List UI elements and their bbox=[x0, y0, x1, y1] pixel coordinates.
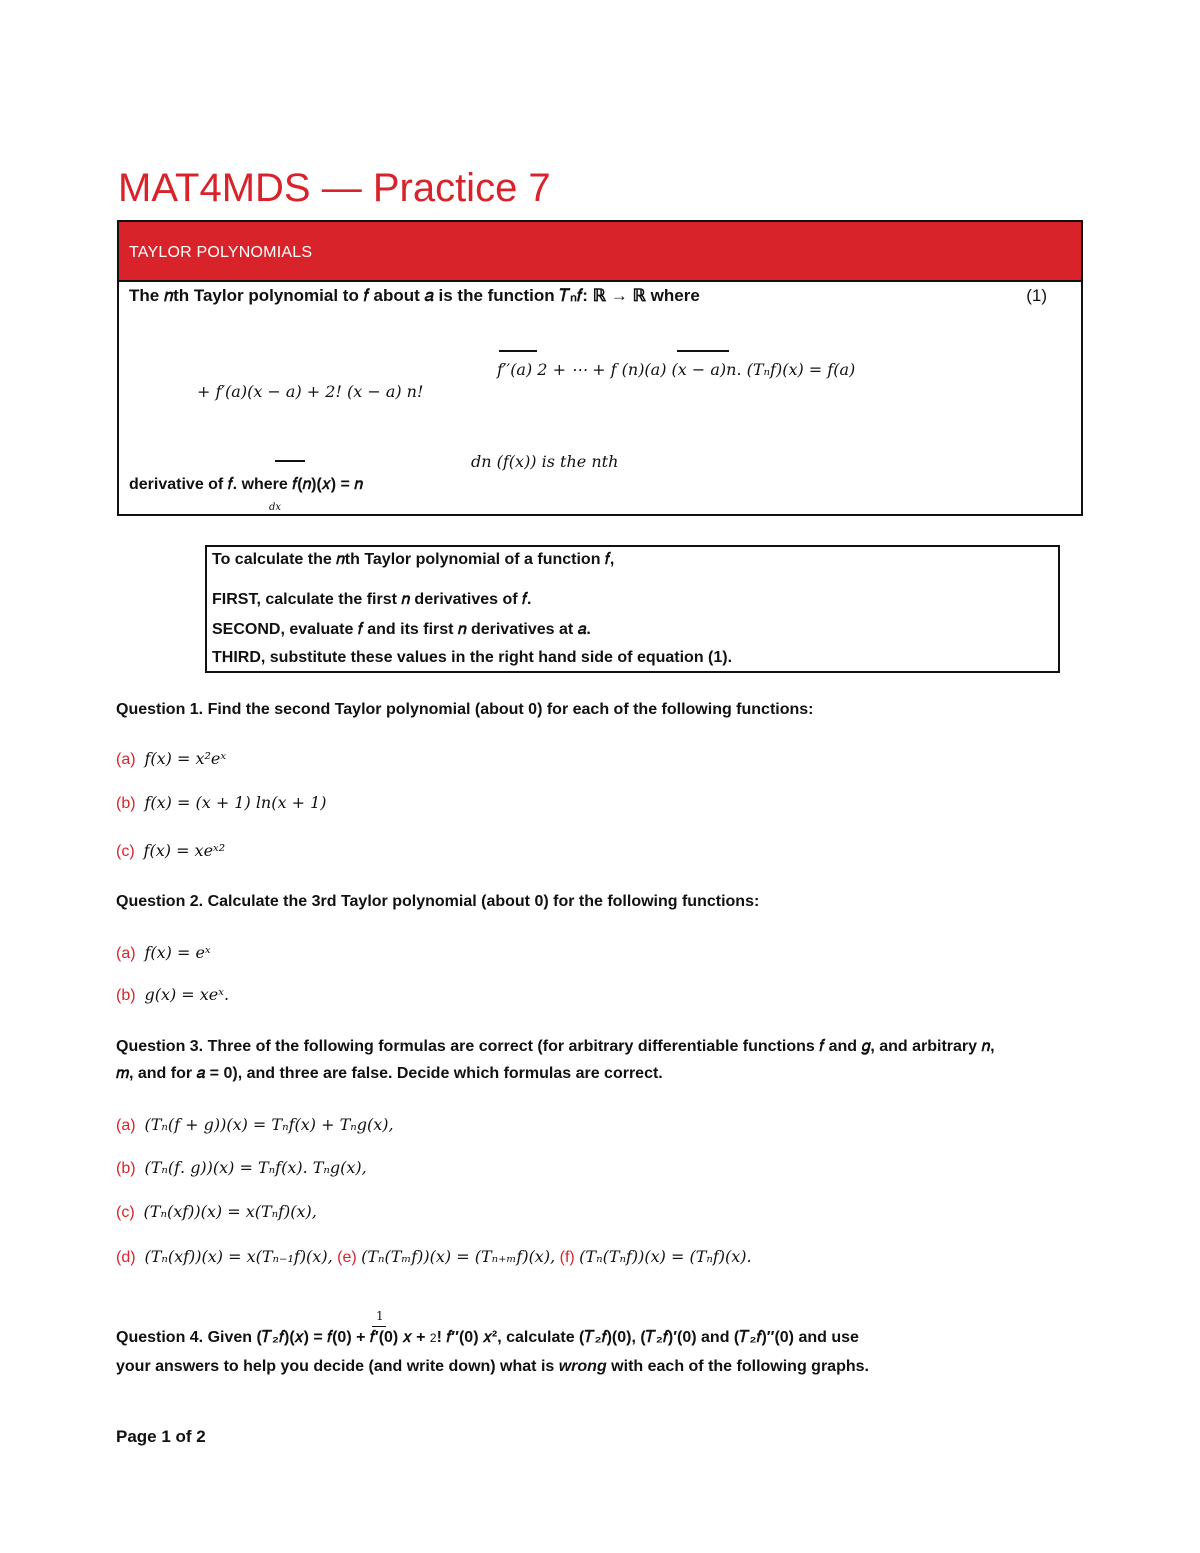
question-3-item bbox=[116, 1202, 317, 1222]
page-footer: Page 1 of 2 bbox=[116, 1427, 206, 1446]
step-second: SECOND, evaluate 𝑓 and its first 𝑛 derivatives at 𝑎. bbox=[212, 621, 591, 638]
item-formula: (𝑇ₙ(𝑥𝑓))(𝑥) = 𝑥(𝑇ₙ₋₁𝑓)(𝑥), bbox=[144, 1247, 333, 1266]
equation-number: (1) bbox=[1026, 286, 1047, 305]
item-label: (f) bbox=[559, 1249, 575, 1266]
item-formula: 𝑓(𝑥) = (𝑥 + 1) ln(𝑥 + 1) bbox=[144, 793, 327, 812]
item-formula: 𝑔(𝑥) = 𝑥𝑒ˣ. bbox=[144, 985, 230, 1004]
taylor-formula-lower: + 𝑓′(𝑎)(𝑥 − 𝑎) + 2! (𝑥 − 𝑎) 𝑛! bbox=[197, 382, 424, 401]
step-first: FIRST, calculate the first 𝑛 derivatives of 𝑓. bbox=[212, 591, 532, 608]
definition-header bbox=[119, 222, 1081, 282]
item-formula: 𝑓(𝑥) = 𝑒ˣ bbox=[144, 943, 211, 962]
item-label: (a) bbox=[116, 751, 136, 768]
item-formula: (𝑇ₙ(𝑇ₘ𝑓))(𝑥) = (𝑇ₙ₊ₘ𝑓)(𝑥), bbox=[361, 1247, 556, 1266]
item-formula: (𝑇ₙ(𝑥𝑓))(𝑥) = 𝑥(𝑇ₙ𝑓)(𝑥), bbox=[143, 1202, 317, 1221]
item-formula: 𝑓(𝑥) = 𝑥𝑒ˣ² bbox=[143, 841, 226, 860]
question-3-item bbox=[116, 1115, 394, 1135]
question-3-item-row bbox=[116, 1247, 752, 1267]
question-4-text-end: with each of the following graphs. bbox=[606, 1358, 869, 1375]
derivative-dx: 𝑑𝑥 bbox=[269, 502, 282, 513]
item-label: (c) bbox=[116, 843, 135, 860]
fraction-bar bbox=[372, 1326, 386, 1327]
fraction-denominator: 2 bbox=[429, 1331, 437, 1345]
fraction-bar bbox=[275, 460, 305, 462]
step-intro: To calculate the 𝑛th Taylor polynomial of a function 𝑓, bbox=[212, 551, 615, 568]
item-label: (a) bbox=[116, 1117, 136, 1134]
question-1-item bbox=[116, 749, 226, 769]
definition-box bbox=[117, 220, 1083, 516]
item-label: (d) bbox=[116, 1249, 136, 1266]
question-3-item bbox=[116, 1158, 367, 1178]
definition-line: The 𝑛th Taylor polynomial to 𝑓 about 𝑎 is the function 𝑇ₙ𝑓: ℝ → ℝ where bbox=[129, 286, 700, 305]
question-1-prompt: Question 1. Find the second Taylor polynomial (about 0) for each of the following functions: bbox=[116, 701, 814, 718]
fraction-bar bbox=[677, 350, 729, 352]
page-title: MAT4MDS — Practice 7 bbox=[118, 166, 551, 210]
question-1-item bbox=[116, 793, 327, 813]
item-label: (b) bbox=[116, 795, 136, 812]
item-label: (b) bbox=[116, 987, 136, 1004]
fraction-bar bbox=[499, 350, 537, 352]
emphasis-wrong: wrong bbox=[558, 1358, 607, 1375]
question-2-item bbox=[116, 943, 211, 963]
item-label: (c) bbox=[116, 1204, 135, 1221]
derivative-definition: derivative of 𝑓. where 𝑓(𝑛)(𝑥) = 𝑛 bbox=[129, 476, 363, 493]
definition-heading: TAYLOR POLYNOMIALS bbox=[129, 244, 313, 261]
question-2-item bbox=[116, 985, 229, 1005]
item-formula: (𝑇ₙ(𝑓 + 𝑔))(𝑥) = 𝑇ₙ𝑓(𝑥) + 𝑇ₙ𝑔(𝑥), bbox=[144, 1115, 394, 1134]
step-third: THIRD, substitute these values in the right hand side of equation (1). bbox=[212, 649, 733, 666]
steps-box bbox=[205, 545, 1060, 673]
derivative-notation: 𝑑𝑛 (𝑓(𝑥)) is the 𝑛𝑡ℎ bbox=[471, 452, 619, 471]
fraction-numerator: 1 bbox=[376, 1309, 384, 1323]
item-formula: (𝑇ₙ(𝑇ₙ𝑓))(𝑥) = (𝑇ₙ𝑓)(𝑥). bbox=[579, 1247, 752, 1266]
question-4-prompt-cont bbox=[116, 1358, 869, 1376]
question-3-prompt: Question 3. Three of the following formulas are correct (for arbitrary differentiable functions 𝑓 and 𝑔, and arbitrary 𝑛, bbox=[116, 1038, 995, 1055]
question-4-text: Question 4. Given (𝑇₂𝑓)(𝑥) = 𝑓(0) + 𝑓′(0) 𝑥 + bbox=[116, 1329, 426, 1346]
question-3-prompt-cont: 𝑚, and for 𝑎 = 0), and three are false. Decide which formulas are correct. bbox=[116, 1065, 663, 1082]
item-formula: 𝑓(𝑥) = 𝑥²𝑒ˣ bbox=[144, 749, 227, 768]
question-1-item bbox=[116, 841, 225, 861]
item-label: (b) bbox=[116, 1160, 136, 1177]
question-4-text: your answers to help you decide (and write down) what is bbox=[116, 1358, 559, 1375]
item-formula: (𝑇ₙ(𝑓. 𝑔))(𝑥) = 𝑇ₙ𝑓(𝑥). 𝑇ₙ𝑔(𝑥), bbox=[144, 1158, 367, 1177]
item-label: (e) bbox=[337, 1249, 357, 1266]
taylor-formula-upper: 𝑓′′(𝑎) 2 + ⋯ + 𝑓 (𝑛)(𝑎) (𝑥 − 𝑎)𝑛. (𝑇ₙ𝑓)(𝑥) = 𝑓(𝑎) bbox=[497, 360, 856, 379]
question-4-prompt bbox=[116, 1329, 859, 1347]
item-label: (a) bbox=[116, 945, 136, 962]
question-4-text-cont: ! 𝑓′′(0) 𝑥², calculate (𝑇₂𝑓)(0), (𝑇₂𝑓)′(0) and (𝑇₂𝑓)′′(0) and use bbox=[436, 1329, 859, 1346]
question-2-prompt: Question 2. Calculate the 3rd Taylor polynomial (about 0) for the following functions: bbox=[116, 893, 760, 910]
